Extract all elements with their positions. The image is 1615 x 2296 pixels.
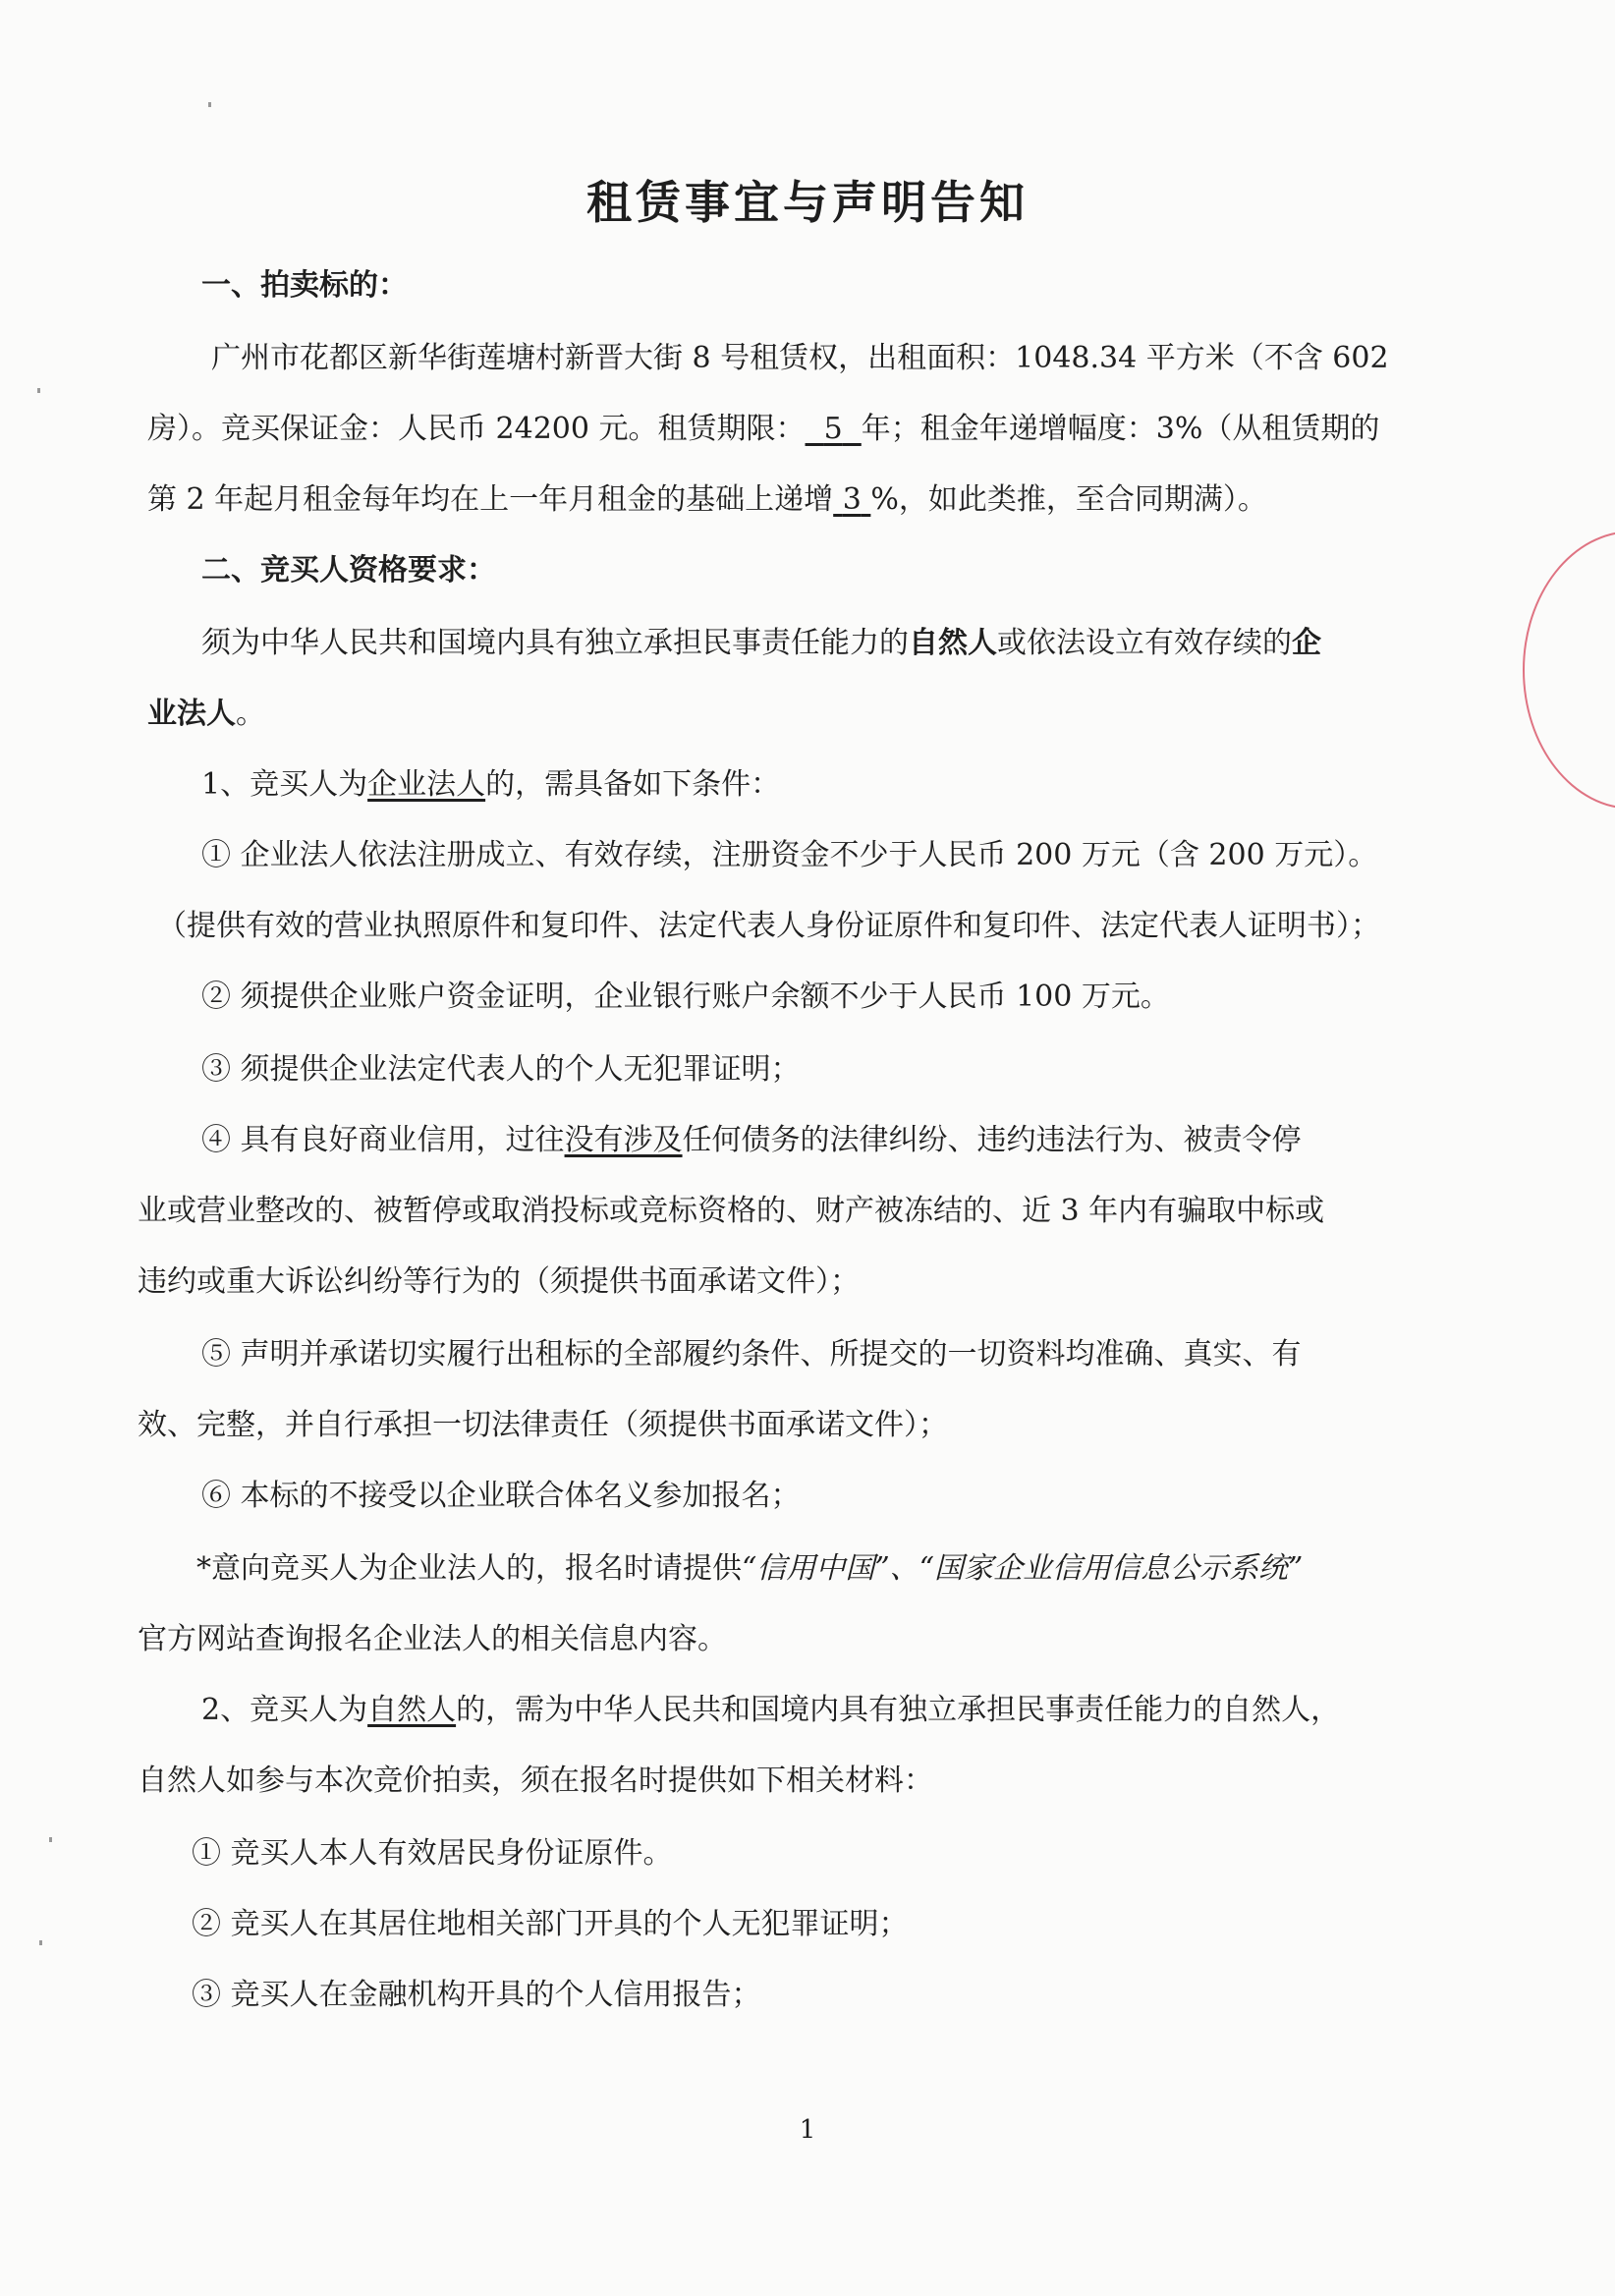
paragraph-line: 违约或重大诉讼纠纷等行为的（须提供书面承诺文件）； <box>138 1264 860 1299</box>
italic-text: “信用中国”、“国家企业信用信息公示系统” <box>742 1551 1304 1586</box>
underlined-text: 没有涉及 <box>564 1123 683 1157</box>
bold-text: 企 <box>1292 626 1321 660</box>
paragraph-line: 自然人如参与本次竞价拍卖，须在报名时提供如下相关材料： <box>138 1764 933 1798</box>
list-item: ⑤ 声明并承诺切实履行出租标的全部履约条件、所提交的一切资料均准确、真实、有 <box>201 1337 1302 1372</box>
scan-speck <box>37 388 40 393</box>
scan-speck <box>39 1940 42 1945</box>
section-1-heading: 一、拍卖标的： <box>201 268 408 303</box>
list-item: ② 竞买人在其居住地相关部门开具的个人无犯罪证明； <box>192 1907 909 1941</box>
text-run: 房）。竞买保证金：人民币 24200 元。租赁期限： <box>147 412 806 446</box>
paragraph-line: 官方网站查询报名企业法人的相关信息内容。 <box>138 1622 727 1656</box>
paragraph-line: 业或营业整改的、被暂停或取消投标或竞标资格的、财产被冻结的、近 3 年内有骗取中标或 <box>138 1194 1325 1228</box>
text-run: 1、竞买人为 <box>201 767 368 802</box>
bold-text: 自然人 <box>909 626 997 660</box>
text-run: 第 2 年起月租金每年均在上一年月租金的基础上递增 <box>147 482 834 517</box>
paragraph-line: （提供有效的营业执照原件和复印件、法定代表人身份证原件和复印件、法定代表人证明书）； <box>157 909 1380 943</box>
text-run: ④ 具有良好商业信用，过往 <box>201 1123 565 1157</box>
section-2-heading: 二、竞买人资格要求： <box>201 553 496 588</box>
text-run: 任何债务的法律纠纷、违约违法行为、被责令停 <box>682 1123 1302 1157</box>
underlined-text: 3 <box>842 482 862 517</box>
list-item: ③ 须提供企业法定代表人的个人无犯罪证明； <box>201 1052 801 1087</box>
text-run: 2、竞买人为 <box>201 1693 368 1727</box>
underlined-text: 企业法人 <box>367 767 486 802</box>
scan-speck <box>49 1837 52 1842</box>
bold-text: 业法人 <box>147 697 236 731</box>
paragraph-line: 效、完整，并自行承担一切法律责任（须提供书面承诺文件）； <box>138 1408 948 1442</box>
scan-speck <box>208 102 211 107</box>
list-item: ① 竞买人本人有效居民身份证原件。 <box>192 1836 673 1871</box>
text-run: 的，需为中华人民共和国境内具有独立承担民事责任能力的自然人， <box>456 1693 1341 1727</box>
underlined-text: 5 <box>823 412 843 446</box>
list-item: ② 须提供企业账户资金证明，企业银行账户余额不少于人民币 100 万元。 <box>201 980 1170 1014</box>
paragraph-line <box>147 479 1267 521</box>
paragraph-line <box>201 764 780 806</box>
text-run: 的，需具备如下条件： <box>485 767 781 802</box>
paragraph-line <box>201 1690 1340 1731</box>
list-item: ③ 竞买人在金融机构开具的个人信用报告； <box>192 1978 761 2012</box>
paragraph-line: 广州市花都区新华街莲塘村新晋大街 8 号租赁权，出租面积：1048.34 平方米（不含 602 <box>211 341 1389 375</box>
text-run: 或依法设立有效存续的 <box>997 626 1292 660</box>
text-run: 。 <box>236 697 265 731</box>
text-run: %，如此类推，至合同期满）。 <box>870 482 1267 517</box>
text-run: *意向竞买人为企业法人的，报名时请提供 <box>196 1551 742 1586</box>
paragraph-line <box>147 694 265 735</box>
list-item: ① 企业法人依法注册成立、有效存续，注册资金不少于人民币 200 万元（含 200 万元）。 <box>201 838 1378 872</box>
underlined-text: 自然人 <box>367 1693 457 1727</box>
list-item: ⑥ 本标的不接受以企业联合体名义参加报名； <box>201 1479 801 1513</box>
paragraph-line <box>201 623 1321 664</box>
note-line <box>196 1548 1303 1590</box>
page-title: 租赁事宜与声明告知 <box>586 176 1029 229</box>
red-seal-stamp <box>1523 531 1615 810</box>
list-item <box>201 1120 1302 1161</box>
page-number: 1 <box>799 2115 816 2145</box>
text-run: 须为中华人民共和国境内具有独立承担民事责任能力的 <box>201 626 909 660</box>
paragraph-line <box>147 409 1379 450</box>
text-run: 年；租金年递增幅度：3%（从租赁期的 <box>861 412 1380 446</box>
